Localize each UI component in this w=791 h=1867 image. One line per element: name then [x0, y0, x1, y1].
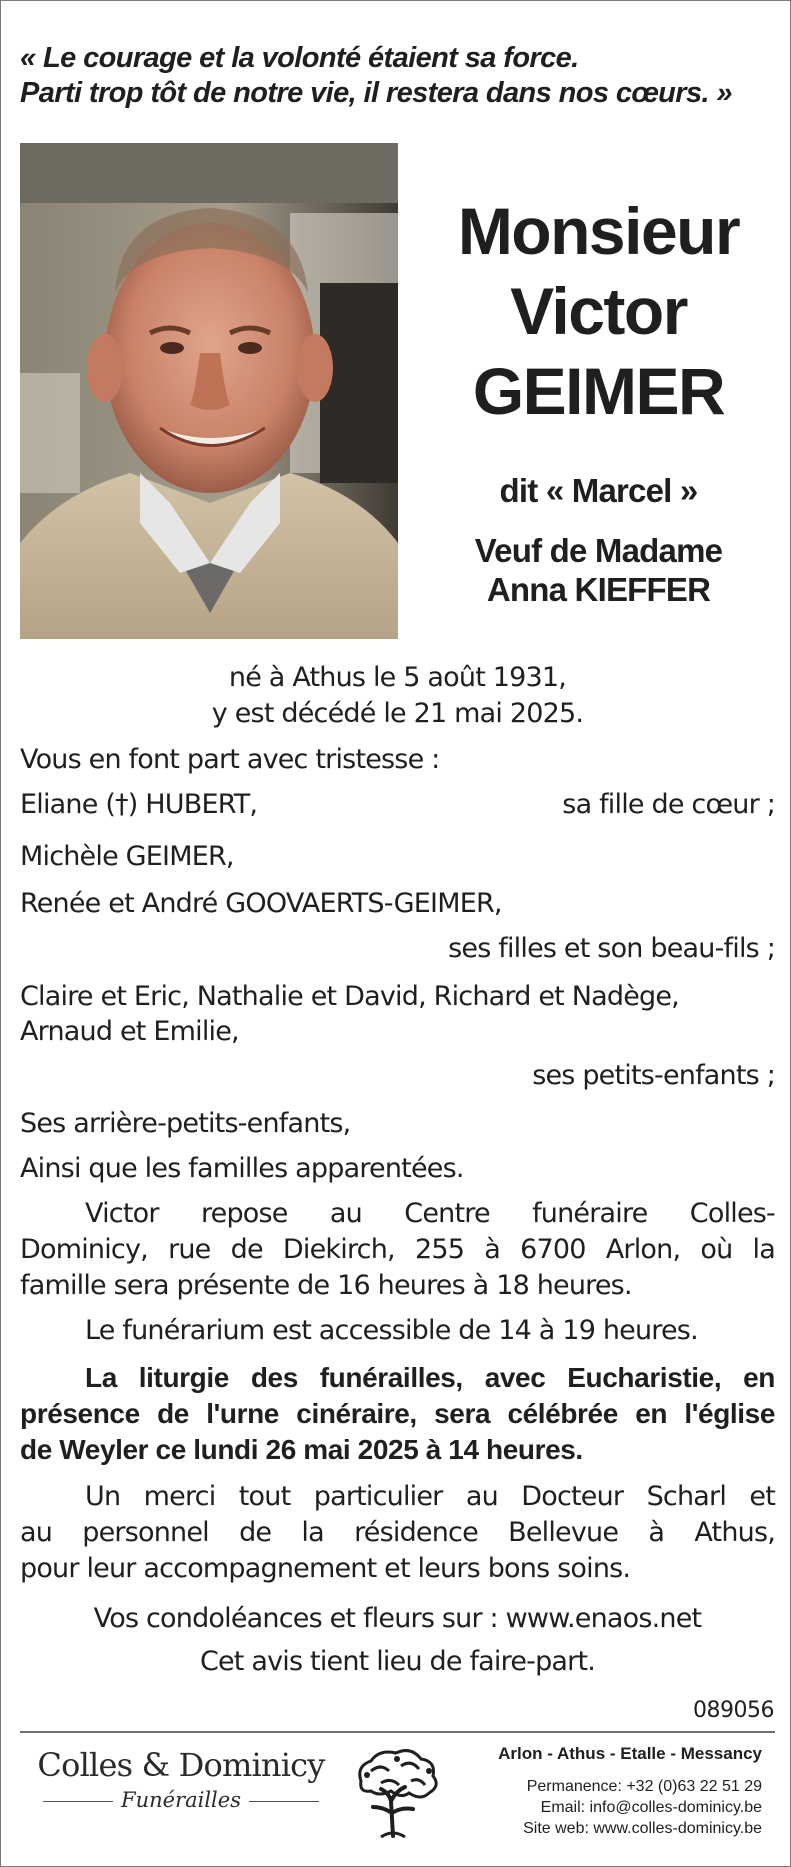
locations: Arlon - Athus - Etalle - Messancy — [498, 1744, 762, 1763]
quote-line-1: « Le courage et la volonté étaient sa force. — [20, 42, 579, 74]
brand-subtitle: Funérailles — [121, 1788, 241, 1812]
thanks-line-3: pour leur accompagnement et leurs bons soins. — [20, 1553, 631, 1584]
family-name-2a: Michèle GEIMER, — [20, 841, 234, 872]
repose-line-2: Dominicy, rue de Diekirch, 255 à 6700 Arlon, où la — [20, 1234, 775, 1265]
family-name-1: Eliane (†) HUBERT, — [20, 789, 258, 820]
phone-line: Permanence: +32 (0)63 22 51 29 — [526, 1778, 762, 1795]
family-line-5: Ainsi que les familles apparentées. — [20, 1153, 464, 1184]
quote-line-2: Parti trop tôt de notre vie, il restera dans nos cœurs. » — [20, 77, 732, 109]
tree-icon — [341, 1741, 451, 1841]
portrait-photo — [20, 143, 398, 639]
family-relation-2: ses filles et son beau-fils ; — [448, 933, 775, 964]
death-line: y est décédé le 21 mai 2025. — [211, 698, 584, 729]
nickname: dit « Marcel » — [499, 472, 698, 509]
condolences-line: Vos condoléances et fleurs sur : www.enaos.net — [93, 1603, 702, 1634]
widow-line-2: Anna KIEFFER — [486, 571, 711, 608]
family-name-3b: Arnaud et Emilie, — [20, 1016, 239, 1047]
reference-number: 089056 — [693, 1698, 774, 1723]
repose-line-3: famille sera présente de 16 heures à 18 heures. — [20, 1270, 632, 1301]
deceased-title: Monsieur — [457, 194, 740, 268]
family-line-4: Ses arrière-petits-enfants, — [20, 1108, 351, 1139]
deceased-last-name: GEIMER — [472, 354, 725, 428]
deceased-first-name: Victor — [510, 274, 687, 348]
footer-divider — [20, 1731, 775, 1733]
thanks-line-1: Un merci tout particulier au Docteur Scharl et — [85, 1481, 775, 1512]
website-line: Site web: www.colles-dominicy.be — [523, 1820, 762, 1837]
widow-line-1: Veuf de Madame — [474, 532, 723, 569]
family-relation-1: sa fille de cœur ; — [562, 789, 775, 820]
email-line: Email: info@colles-dominicy.be — [540, 1799, 762, 1816]
funerarium-hours: Le funérarium est accessible de 14 à 19 heures. — [85, 1315, 698, 1346]
announcement-intro: Vous en font part avec tristesse : — [20, 744, 440, 775]
brand-rule-right — [249, 1801, 319, 1802]
family-name-2b: Renée et André GOOVAERTS-GEIMER, — [20, 888, 502, 919]
portrait-image — [20, 143, 398, 639]
family-relation-3: ses petits-enfants ; — [532, 1060, 775, 1091]
brand-rule-left — [43, 1801, 113, 1802]
liturgy-line-2: présence de l'urne cinéraire, sera célébrée en l'église — [20, 1398, 775, 1429]
memorial-quote — [20, 41, 780, 111]
deceased-name — [421, 191, 776, 431]
notice-line: Cet avis tient lieu de faire-part. — [199, 1646, 596, 1677]
repose-line-1: Victor repose au Centre funéraire Colles- — [85, 1198, 775, 1229]
funeral-home-brand — [31, 1745, 331, 1815]
deceased-subtitle — [421, 471, 776, 609]
liturgy-line-1: La liturgie des funérailles, avec Eucharistie, en — [85, 1362, 775, 1393]
funeral-home-contact — [456, 1742, 762, 1839]
thanks-line-2: au personnel de la résidence Bellevue à Athus, — [20, 1517, 775, 1548]
birth-line: né à Athus le 5 août 1931, — [228, 662, 567, 693]
brand-name: Colles & Dominicy — [37, 1746, 325, 1784]
brand-subtitle-row — [31, 1785, 331, 1815]
liturgy-line-3: de Weyler ce lundi 26 mai 2025 à 14 heures. — [20, 1434, 583, 1465]
family-name-3a: Claire et Eric, Nathalie et David, Richard et Nadège, — [20, 981, 679, 1012]
